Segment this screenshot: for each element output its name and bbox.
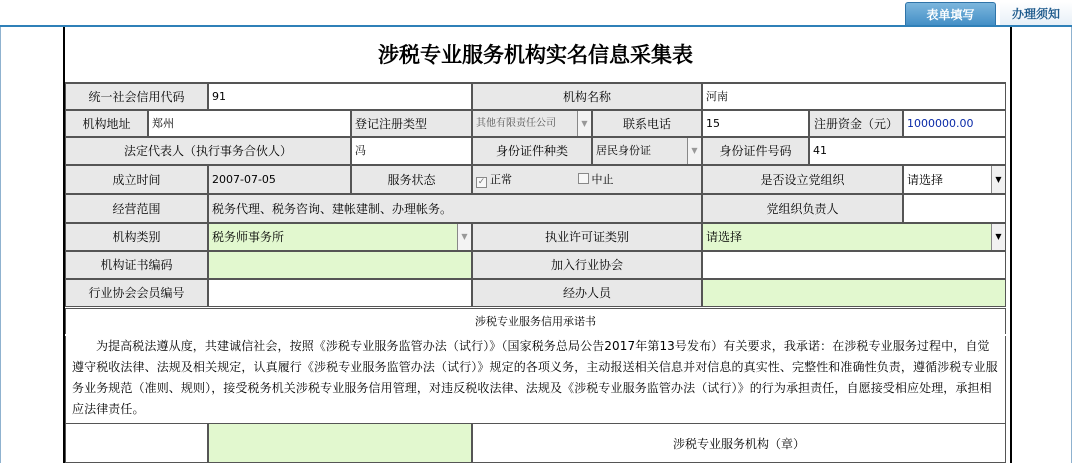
form-title: 涉税专业服务机构实名信息采集表 [65, 27, 1006, 83]
status-label: 服务状态 [351, 165, 472, 194]
legal-rep-label: 法定代表人（执行事务合伙人） [65, 137, 351, 165]
seal-label: 涉税专业服务机构（章） [472, 423, 1006, 463]
handler-label: 经办人员 [472, 279, 702, 307]
scope-field[interactable]: 税务代理、税务咨询、建帐建制、办理帐务。 [208, 194, 702, 223]
capital-field[interactable]: 1000000.00 [903, 110, 1006, 137]
cert-no-field[interactable] [208, 251, 472, 279]
credit-code-field[interactable]: 91 [208, 83, 472, 110]
address-field[interactable]: 郑州 [148, 110, 351, 137]
id-type-label: 身份证件种类 [472, 137, 592, 165]
promise-title: 涉税专业服务信用承诺书 [65, 308, 1006, 334]
id-type-select[interactable]: 居民身份证 ▼ [592, 137, 702, 165]
chevron-down-icon[interactable]: ▼ [457, 224, 471, 250]
address-label: 机构地址 [65, 110, 148, 137]
chevron-down-icon[interactable]: ▼ [991, 166, 1005, 193]
tab-form-fill[interactable]: 表单填写 [905, 2, 996, 27]
checkbox-suspended[interactable] [578, 173, 589, 184]
id-number-field[interactable]: 41 [809, 137, 1006, 165]
assoc-field[interactable] [702, 251, 1006, 279]
chevron-down-icon[interactable]: ▼ [991, 224, 1005, 250]
promise-body: 为提高税法遵从度，共建诚信社会，按照《涉税专业服务监管办法（试行）》（国家税务总局公告2017年第13号发布）有关要求，我承诺：在涉税专业服务过程中，自觉遵守税收法律、法规及相关规定，认真履行《涉税专业服务监管办法（试行）》规定的各项义务，主动报送相关信息并对信息的真实性、完整性和准确性负责，遵循涉税专业服务业务规范（准则、规则），接受税务机关涉税专业服务信用管理，对违反税收法律、法规及《涉税专业服务监管办法（试行）》的行为承担责任，自愿接受相应处理，承担相应法律责任。 [65, 336, 1006, 423]
member-no-field[interactable] [208, 279, 472, 307]
status-options [472, 165, 702, 194]
org-type-label: 机构类别 [65, 223, 208, 251]
handler-field[interactable] [702, 279, 1006, 307]
org-type-select[interactable]: 税务师事务所 ▼ [208, 223, 472, 251]
signature-field[interactable] [208, 423, 472, 463]
party-leader-field[interactable] [903, 194, 1006, 223]
party-org-label: 是否设立党组织 [702, 165, 903, 194]
top-tab-bar [0, 0, 1072, 26]
phone-label: 联系电话 [592, 110, 702, 137]
capital-label: 注册资金（元） [809, 110, 903, 137]
status-suspended-text: 中止 [591, 173, 614, 186]
reg-type-select[interactable]: 其他有限责任公司 ▼ [472, 110, 592, 137]
est-date-label: 成立时间 [65, 165, 208, 194]
party-org-select[interactable]: 请选择 ▼ [903, 165, 1006, 194]
license-type-select[interactable]: 请选择 ▼ [702, 223, 1006, 251]
scope-label: 经营范围 [65, 194, 208, 223]
reg-type-label: 登记注册类型 [351, 110, 472, 137]
member-no-label: 行业协会会员编号 [65, 279, 208, 307]
tab-instructions[interactable]: 办理须知 [1000, 2, 1072, 26]
id-number-label: 身份证件号码 [702, 137, 809, 165]
phone-field[interactable]: 15 [702, 110, 809, 137]
signature-blank [65, 423, 208, 463]
assoc-label: 加入行业协会 [472, 251, 702, 279]
party-leader-label: 党组织负责人 [702, 194, 903, 223]
org-name-label: 机构名称 [472, 83, 702, 110]
cert-no-label: 机构证书编码 [65, 251, 208, 279]
license-type-label: 执业许可证类别 [472, 223, 702, 251]
credit-code-label: 统一社会信用代码 [65, 83, 208, 110]
chevron-down-icon[interactable]: ▼ [687, 138, 701, 164]
est-date-field[interactable]: 2007-07-05 [208, 165, 351, 194]
checkbox-normal[interactable]: ✓ [477, 177, 486, 187]
chevron-down-icon[interactable]: ▼ [577, 111, 591, 136]
org-name-field[interactable]: 河南 [702, 83, 1006, 110]
registration-form [63, 27, 1012, 463]
legal-rep-field[interactable]: 冯 [351, 137, 472, 165]
status-normal-text: 正常 [490, 173, 512, 186]
